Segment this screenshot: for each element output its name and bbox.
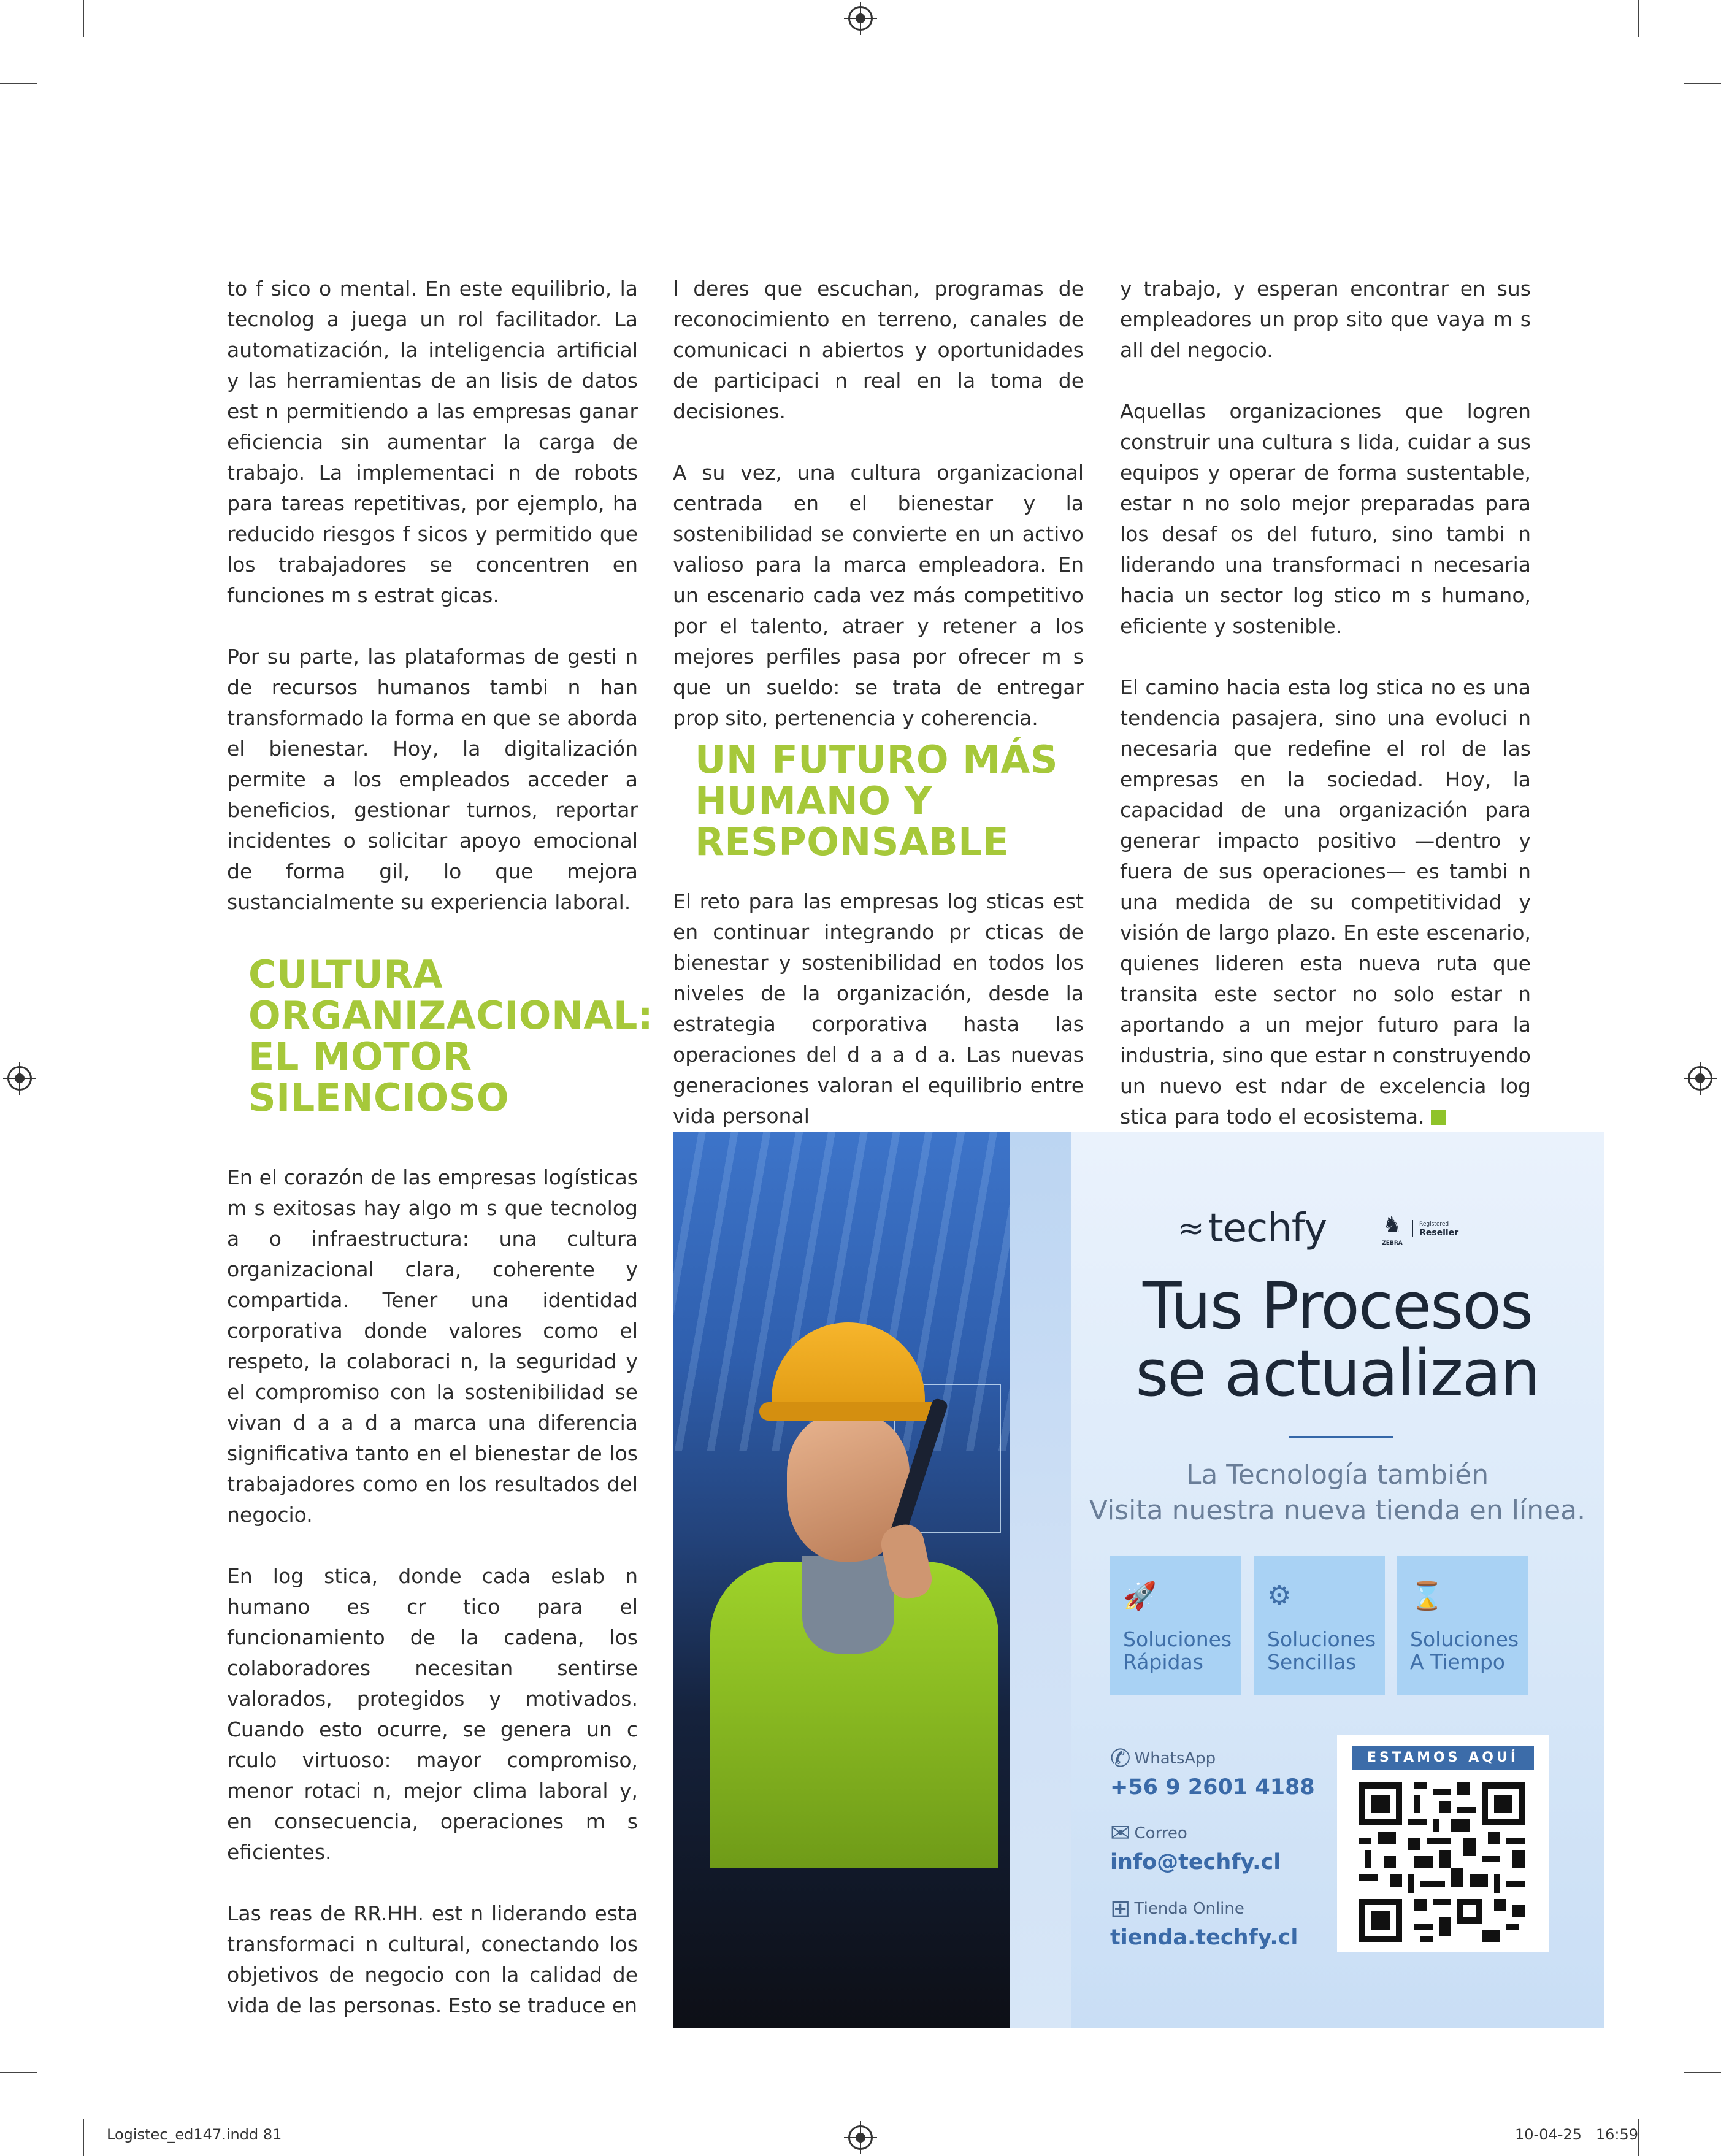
paragraph: En el corazón de las empresas logísticas m s exitosas hay algo m s que tecnolog a o infraestructura: una cultura organizacional clara, coherente y compartida. Tener una identidad corporativa donde valores como el respeto, la colaboraci n, la seguridad y el compromiso con la sostenibilidad se vivan d a a d a marca una diferencia significativa tanto en el bienestar de los trabajadores como en los resultados del negocio. <box>227 1165 638 1527</box>
feature-tile-line: Soluciones <box>1123 1627 1232 1651</box>
registration-mark-icon <box>848 6 873 31</box>
reseller-label: Reseller <box>1419 1228 1459 1238</box>
zebra-icon: ♞ <box>1382 1213 1403 1238</box>
indesign-file-slug: Logistec_ed147.indd 81 <box>107 2126 282 2143</box>
contact-label: Correo <box>1134 1824 1187 1843</box>
paragraph: Aquellas organizaciones que logren construir una cultura s lida, cuidar a sus equipos y operar de forma sustentable, estar n no solo mejor preparadas para los desaf os del futuro, sino tambi n liderando una transformaci n necesaria hacia un sector log stico m s humano, eficiente y sostenible. <box>1120 399 1531 638</box>
whatsapp-number-link[interactable]: +56 9 2601 4188 <box>1110 1775 1315 1800</box>
gear-icon: ⚙ <box>1267 1580 1292 1611</box>
contact-label: WhatsApp <box>1134 1749 1216 1768</box>
feature-tile-label <box>1410 1628 1524 1673</box>
paragraph <box>1120 672 1531 1132</box>
mail-icon: ✉ <box>1110 1819 1131 1847</box>
crop-mark <box>1638 0 1639 37</box>
registration-mark-icon <box>7 1066 32 1091</box>
article-column-2 <box>673 274 1084 734</box>
feature-tile-line: A Tiempo <box>1410 1650 1505 1674</box>
hard-hat-brim <box>759 1402 943 1421</box>
zebra-logo <box>1379 1211 1406 1246</box>
registered-label: Registered <box>1419 1221 1449 1227</box>
ad-headline-line: se actualizan <box>1135 1336 1539 1411</box>
techfy-wordmark: techfy <box>1208 1206 1327 1251</box>
hourglass-icon: ⌛ <box>1410 1581 1444 1612</box>
crop-mark <box>1684 2072 1721 2073</box>
feature-tile-line: Soluciones <box>1267 1627 1376 1651</box>
paragraph: El reto para las empresas log sticas est en continuar integrando pr cticas de bienestar y sostenibilidad en todos los niveles de la organización, desde la estrategia corporativa hasta las operaciones del d a a d a. Las nuevas generaciones valoran el equilibrio entre vida personal <box>673 889 1084 1128</box>
paragraph: y trabajo, y esperan encontrar en sus empleadores un prop sito que vaya m s all del negocio. <box>1120 277 1531 362</box>
feature-tile-rapidas <box>1110 1556 1241 1695</box>
whatsapp-icon: ✆ <box>1110 1744 1131 1773</box>
feature-tile-label <box>1267 1628 1381 1673</box>
worker-shirt <box>802 1556 894 1654</box>
paragraph: to f sico o mental. En este equilibrio, la tecnolog a juega un rol facilitador. La automatización, la inteligencia artificial y las herramientas de an lisis de datos est n permitiendo a las empresas ganar eficiencia sin aumentar la carga de trabajo. La implementaci n de robots para tareas repetitivas, por ejemplo, ha reducido riesgos f sicos y permitido que los trabajadores se concentren en funciones m s estrat gicas. <box>227 277 638 607</box>
paragraph-text: El camino hacia esta log stica no es una tendencia pasajera, sino una evoluci n necesaria que redefine el rol de las empresas en la sociedad. Hoy, la capacidad de una organización para generar impacto positivo —dentro y fuera de sus operaciones— es tambi n una medida de su competitividad y visión de largo plazo. En este escenario, quienes lideren esta nueva ruta que transita este sector no solo estar n aportando a un mejor futuro para la industria, sino que estar n construyendo un nuevo est ndar de excelencia log stica para todo el ecosistema. <box>1120 675 1531 1129</box>
registration-mark-icon <box>1688 1066 1712 1091</box>
crop-mark <box>83 0 84 37</box>
feature-tile-sencillas <box>1254 1556 1385 1695</box>
contact-label: Tienda Online <box>1134 1900 1244 1918</box>
section-heading-futuro: UN FUTURO MÁS HUMANO Y RESPONSABLE <box>695 737 1059 864</box>
ad-divider-strip <box>1010 1132 1071 2028</box>
qr-code-icon[interactable] <box>1359 1782 1525 1942</box>
ad-subtitle-line: Visita nuestra nueva tienda en línea. <box>1089 1495 1586 1526</box>
feature-tile-line: Soluciones <box>1410 1627 1519 1651</box>
paragraph: Las reas de RR.HH. est n liderando esta transformaci n cultural, conectando los objetivos de negocio con la calidad de vida de las personas. Esto se traduce en <box>227 1901 638 2017</box>
qr-label: ESTAMOS AQUÍ <box>1352 1746 1534 1770</box>
contact-store <box>1110 1895 1343 1950</box>
article-column-1 <box>227 274 638 918</box>
paragraph: l deres que escuchan, programas de reconocimiento en terreno, canales de comunicaci n abiertos y oportunidades de participaci n real en la toma de decisiones. <box>673 277 1084 423</box>
store-icon: ⊞ <box>1110 1895 1131 1923</box>
section-heading-cultura: CULTURA ORGANIZACIONAL: EL MOTOR SILENCIOSO <box>248 952 654 1120</box>
paragraph: A su vez, una cultura organizacional centrada en el bienestar y la sostenibilidad se convierte en un activo valioso para la marca empleadora. En un escenario cada vez más competitivo por el talento, atraer y retener a los mejores perfiles pasa por ofrecer m s que un sueldo: se trata de entregar prop sito, pertenencia y coherencia. <box>673 461 1084 730</box>
crop-mark <box>0 83 37 84</box>
article-column-2-continued <box>673 886 1084 1132</box>
contact-whatsapp <box>1110 1744 1343 1800</box>
reseller-text <box>1412 1220 1458 1237</box>
crop-mark <box>0 2072 37 2073</box>
zebra-reseller-badge <box>1379 1211 1458 1246</box>
crop-mark <box>83 2119 84 2156</box>
ad-headline <box>1071 1268 1604 1411</box>
end-mark-icon <box>1431 1110 1446 1125</box>
print-timestamp: 10-04-25 16:59 <box>1515 2126 1638 2143</box>
email-link[interactable]: info@techfy.cl <box>1110 1850 1281 1874</box>
rocket-icon: 🚀 <box>1123 1581 1157 1612</box>
techfy-advertisement <box>673 1132 1604 2028</box>
techfy-logo <box>1178 1206 1327 1251</box>
ad-subtitle-line: La Tecnología también <box>1186 1459 1489 1490</box>
crop-mark <box>1684 83 1721 84</box>
registration-mark-icon <box>848 2125 873 2150</box>
feature-tile-line: Sencillas <box>1267 1650 1357 1674</box>
feature-tile-a-tiempo <box>1397 1556 1528 1695</box>
techfy-logo-icon: ≈ <box>1178 1210 1205 1247</box>
ad-divider-rule <box>1289 1436 1393 1438</box>
ad-headline-line: Tus Procesos <box>1142 1268 1533 1343</box>
paragraph: En log stica, donde cada eslab n humano es cr tico para el funcionamiento de la cadena, los colaboradores necesitan sentirse valorados, protegidos y motivados. Cuando esto ocurre, se genera un c rculo virtuoso: mayor compromiso, menor rotaci n, mejor clima laboral y, en consecuencia, operaciones m s eficientes. <box>227 1564 638 1864</box>
feature-tile-line: Rápidas <box>1123 1650 1203 1674</box>
store-link[interactable]: tienda.techfy.cl <box>1110 1925 1298 1950</box>
worker-photo <box>673 1132 1010 2028</box>
contact-email <box>1110 1819 1343 1874</box>
paragraph: Por su parte, las plataformas de gesti n de recursos humanos tambi n han transformado la forma en que se aborda el bienestar. Hoy, la digitalización permite a los empleados acceder a beneficios, gestionar turnos, reportar incidentes o solicitar apoyo emocional de forma gil, lo que mejora sustancialmente su experiencia laboral. <box>227 645 638 914</box>
ad-subtitle <box>1071 1457 1604 1529</box>
feature-tile-label <box>1123 1628 1236 1673</box>
zebra-label: ZEBRA <box>1382 1240 1403 1246</box>
article-column-3 <box>1120 274 1531 1132</box>
article-column-1-continued <box>227 1162 638 2021</box>
qr-code-card <box>1337 1735 1549 1952</box>
